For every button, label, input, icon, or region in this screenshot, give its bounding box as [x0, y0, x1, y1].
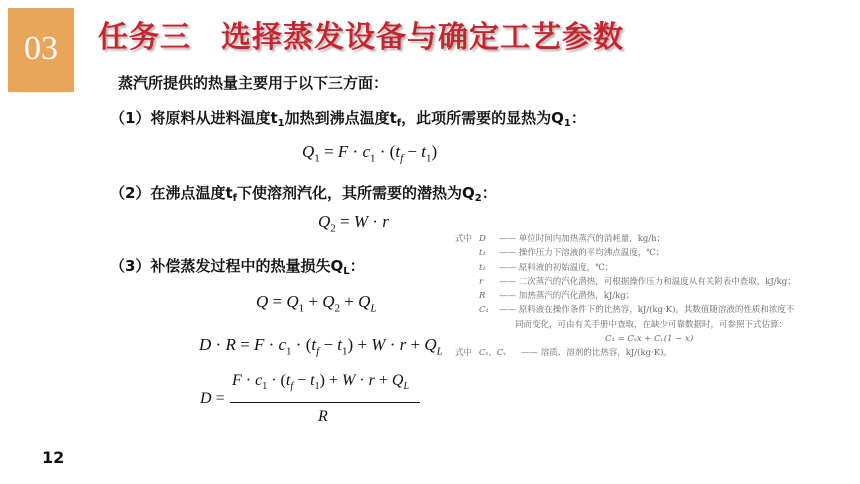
equation-latent-heat: $Q_2 = W \cdot r$ — [318, 212, 389, 235]
equation-sensible-heat: $Q_1 = F \cdot c_1 \cdot (t_f - t_1)$ — [302, 142, 438, 165]
notes-row: r —— 二次蒸汽的汽化潜热，可根据操作压力和温度从有关附表中查取，kJ/kg； — [479, 276, 796, 287]
notes-row: C₁ —— 原料液在操作条件下的比热容，kJ/(kg·K)。其数值随溶液的性质和浓度不 — [479, 305, 795, 316]
equation-steam-consumption: D = $F \cdot c_1 \cdot (t_f - t_1) + W \cdot r + Q_L$ R — [200, 372, 430, 432]
symbol-notes — [455, 232, 857, 361]
item-3: （3）补偿蒸发过程中的热量损失$Q_L$： — [110, 257, 365, 277]
section-number: 03 — [24, 30, 58, 67]
notes-row: 式中 D —— 单位时间内加热蒸汽的消耗量，kg/h； — [455, 234, 666, 244]
equation-total-heat: $Q = Q_1 + Q_2 + Q_L$ — [256, 292, 377, 315]
intro-text: 蒸汽所提供的热量主要用于以下三方面： — [118, 74, 389, 92]
equation-heat-balance: $D \cdot R = F \cdot c_1 \cdot (t_f - t_1) + W \cdot r + Q_L$ — [199, 335, 443, 358]
notes-continuation: 同而变化，可由有关手册中查取，在缺少可靠数据时，可参照下式估算： — [515, 319, 788, 330]
section-number-badge — [8, 8, 74, 92]
notes-formula: C₁ = Cₛx + Cᵥ(1 − x) — [605, 334, 694, 345]
notes-row: R —— 加热蒸汽的汽化潜热，kJ/kg； — [479, 291, 635, 302]
notes-row: t₁ —— 原料液的初始温度，℃； — [479, 262, 614, 273]
page-number: 12 — [42, 448, 65, 467]
notes-row: t₁ —— 操作压力下溶液的平均沸点温度，℃； — [479, 248, 665, 259]
item-2: （2）在沸点温度$t_f$下使溶剂汽化，其所需要的潜热为$Q_2$： — [110, 184, 497, 204]
title-topic: 选择蒸发设备与确定工艺参数 — [221, 20, 624, 55]
item-1: （1）将原料从进料温度$t_1$加热到沸点温度$t_f$，此项所需要的显热为$Q_1$： — [110, 109, 586, 129]
notes-row: 式中 Cₛ，Cᵥ —— 溶质、溶剂的比热容，kJ/(kg·K)。 — [455, 348, 672, 359]
title-task: 任务三 — [98, 20, 191, 55]
page-title — [98, 12, 624, 56]
